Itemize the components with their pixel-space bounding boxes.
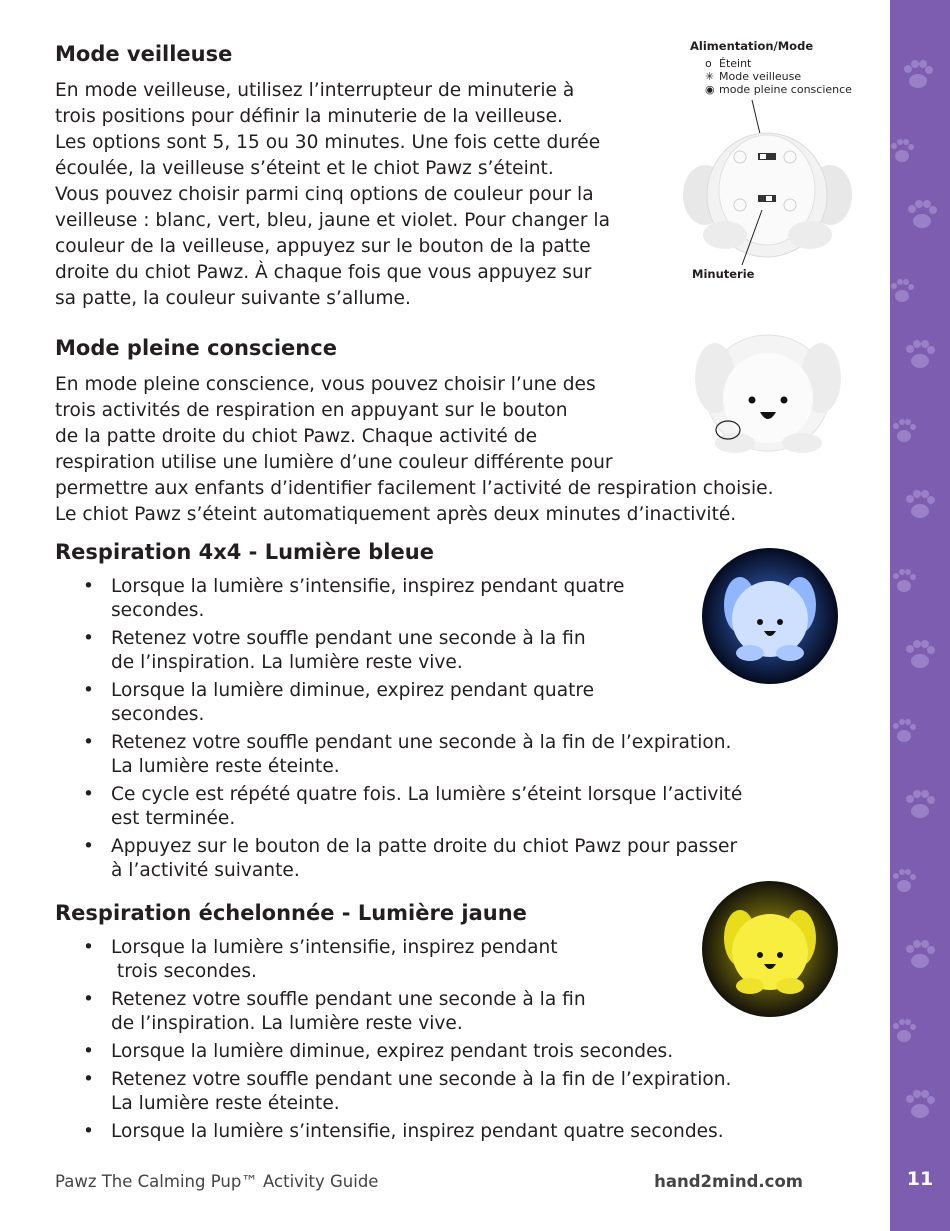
text-line: couleur de la veilleuse, appuyez sur le bouton de la patte — [55, 236, 591, 257]
text-line: • Retenez votre souffle pendant une seconde à la fin de l’expiration. — [111, 732, 732, 753]
text-line: • Lorsque la lumière s’intensifie, inspirez pendant quatre — [111, 576, 625, 597]
text-line: secondes. — [111, 600, 205, 621]
text-line: • Lorsque la lumière diminue, expirez pendant quatre — [111, 680, 595, 701]
text-line: Vous pouvez choisir parmi cinq options de couleur pour la — [55, 184, 594, 205]
text-line: Les options sont 5, 15 ou 30 minutes. Une fois cette durée — [55, 132, 601, 153]
footer-guide-title: Pawz The Calming Pup™ Activity Guide — [55, 1172, 379, 1191]
sidebar-decoration — [890, 0, 950, 1231]
diagram-title: Alimentation/Mode — [690, 39, 814, 53]
mindful-symbol-icon: ◉ — [705, 83, 715, 96]
pup-white-image — [690, 318, 845, 458]
text-line: écoulée, la veilleuse s’éteint et le chiot Pawz s’éteint. — [55, 158, 554, 179]
list-item — [55, 679, 855, 727]
text-line: à l’activité suivante. — [111, 860, 300, 881]
nightlight-symbol-icon: ✳ — [705, 70, 715, 83]
text-line: En mode veilleuse, utilisez l’interrupteur de minuterie à — [55, 80, 575, 101]
pup-underside-image — [680, 95, 855, 265]
text-line: droite du chiot Pawz. À chaque fois que vous appuyez sur — [55, 262, 592, 283]
diagram-item-off — [705, 57, 751, 70]
text-line: • Lorsque la lumière s’intensifie, inspirez pendant quatre secondes. — [111, 1121, 724, 1142]
text-line: • Lorsque la lumière s’intensifie, inspirez pendant — [111, 937, 558, 958]
list-item — [55, 1120, 855, 1144]
text-line: • Retenez votre souffle pendant une seconde à la fin de l’expiration. — [111, 1069, 732, 1090]
list-item — [55, 783, 855, 831]
paw-pattern-icon — [890, 0, 950, 1231]
diagram-item-nightlight — [705, 70, 801, 83]
off-symbol-icon: o — [705, 57, 712, 70]
list-item — [55, 1040, 855, 1064]
section-title-respiration-echelonnee: Respiration échelonnée - Lumière jaune — [55, 901, 527, 925]
text-line: de l’inspiration. La lumière reste vive. — [111, 1013, 463, 1034]
text-line: Le chiot Pawz s’éteint automatiquement après deux minutes d’inactivité. — [55, 504, 737, 525]
text-line: • Retenez votre souffle pendant une seconde à la fin — [111, 628, 586, 649]
diagram-item-label: Éteint — [719, 57, 752, 70]
text-line: de l’inspiration. La lumière reste vive. — [111, 652, 463, 673]
text-line: En mode pleine conscience, vous pouvez choisir l’une des — [55, 374, 596, 395]
text-line: trois positions pour définir la minuterie de la veilleuse. — [55, 106, 563, 127]
text-line: • Appuyez sur le bouton de la patte droite du chiot Pawz pour passer — [111, 836, 738, 857]
list-item — [55, 835, 855, 883]
section-title-pleine-conscience: Mode pleine conscience — [55, 336, 337, 360]
text-line: La lumière reste éteinte. — [111, 756, 340, 777]
pup-yellow-light-image — [700, 880, 840, 1018]
list-item — [55, 731, 855, 779]
text-line: • Retenez votre souffle pendant une seconde à la fin — [111, 989, 586, 1010]
text-line: de la patte droite du chiot Pawz. Chaque activité de — [55, 426, 538, 447]
text-line: • Lorsque la lumière diminue, expirez pendant trois secondes. — [111, 1041, 674, 1062]
footer-website: hand2mind.com — [654, 1172, 803, 1191]
text-line: trois activités de respiration en appuyant sur le bouton — [55, 400, 568, 421]
diagram-timer-label: Minuterie — [692, 267, 755, 281]
section-title-veilleuse: Mode veilleuse — [55, 42, 233, 66]
pup-blue-light-image — [700, 547, 840, 685]
text-line: La lumière reste éteinte. — [111, 1093, 340, 1114]
page-number: 11 — [906, 1168, 934, 1190]
paragraph-veilleuse — [55, 78, 610, 312]
list-item — [55, 1068, 855, 1116]
text-line: sa patte, la couleur suivante s’allume. — [55, 288, 411, 309]
text-line: respiration utilise une lumière d’une couleur différente pour — [55, 452, 613, 473]
text-line: secondes. — [111, 704, 205, 725]
text-line: veilleuse : blanc, vert, bleu, jaune et violet. Pour changer la — [55, 210, 610, 231]
text-line: permettre aux enfants d’identifier facilement l’activité de respiration choisie. — [55, 478, 774, 499]
paragraph-pleine-conscience — [55, 372, 774, 528]
text-line: • Ce cycle est répété quatre fois. La lumière s’éteint lorsque l’activité — [111, 784, 743, 805]
section-title-respiration-4x4: Respiration 4x4 - Lumière bleue — [55, 540, 434, 564]
text-line: trois secondes. — [111, 961, 257, 982]
text-line: est terminée. — [111, 808, 236, 829]
diagram-item-label: mode pleine conscience — [719, 83, 852, 96]
diagram-item-label: Mode veilleuse — [719, 70, 802, 83]
